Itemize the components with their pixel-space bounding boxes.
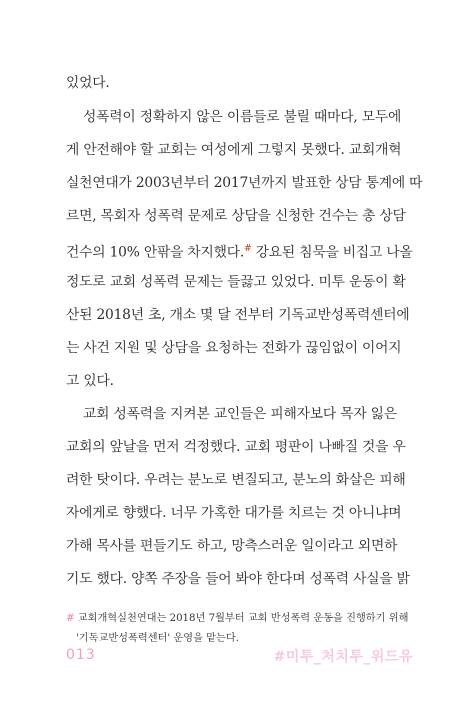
footnote-mark: #	[66, 613, 75, 624]
body-line: 는 사건 지원 및 상담을 요청하는 전화가 끊임없이 이어지	[66, 340, 402, 356]
body-line-text: 강요된 침묵을 비집고 나올	[251, 244, 413, 261]
body-line: 성폭력이 정확하지 않은 이름들로 불릴 때마다, 모두에	[83, 109, 402, 125]
body-line: 교회 성폭력을 지켜본 교인들은 피해자보다 목자 잃은	[83, 406, 397, 422]
body-line: 자에게로 향했다. 너무 가혹한 대가를 치르는 것 아니냐며	[66, 505, 402, 521]
body-line: 려한 탓이다. 우려는 분노로 변질되고, 분노의 화살은 피해	[66, 472, 406, 488]
body-line: 실천연대가 2003년부터 2017년까지 발표한 상담 통계에 따	[66, 175, 423, 191]
body-line-text: 건수의 10% 안팎을 차지했다.	[66, 244, 245, 261]
body-line: 교회의 앞날을 먼저 걱정했다. 교회 평판이 나빠질 것을 우	[66, 439, 406, 455]
footnote-reference: #	[244, 244, 252, 254]
body-line: 고 있다.	[66, 373, 114, 389]
footnote-text: 교회개혁실천연대는 2018년 7월부터 교회 반성폭력 운동을 진행하기 위해	[74, 613, 409, 624]
body-line: 기도 했다. 양쪽 주장을 들어 봐야 한다며 성폭력 사실을 밝	[66, 571, 410, 587]
running-footer: #미투_처치투_위드유	[273, 649, 413, 665]
body-line	[66, 239, 413, 263]
body-line: 있었다.	[66, 75, 110, 91]
footnote-continuation: '기독교반성폭력센터' 운영을 맡는다.	[76, 633, 239, 644]
body-line: 르면, 목회자 성폭력 문제로 상담을 신청한 건수는 총 상담	[66, 208, 406, 224]
footnote	[66, 609, 416, 629]
body-line: 가해 목사를 편들기도 하고, 망측스러운 일이라고 외면하	[66, 538, 398, 554]
body-line: 산된 2018년 초, 개소 몇 달 전부터 기독교반성폭력센터에	[66, 307, 410, 323]
body-line: 게 안전해야 할 교회는 여성에게 그렇지 못했다. 교회개혁	[66, 142, 402, 158]
body-line: 정도로 교회 성폭력 문제는 들끓고 있었다. 미투 운동이 확	[66, 274, 406, 290]
page-number: 013	[66, 647, 96, 663]
